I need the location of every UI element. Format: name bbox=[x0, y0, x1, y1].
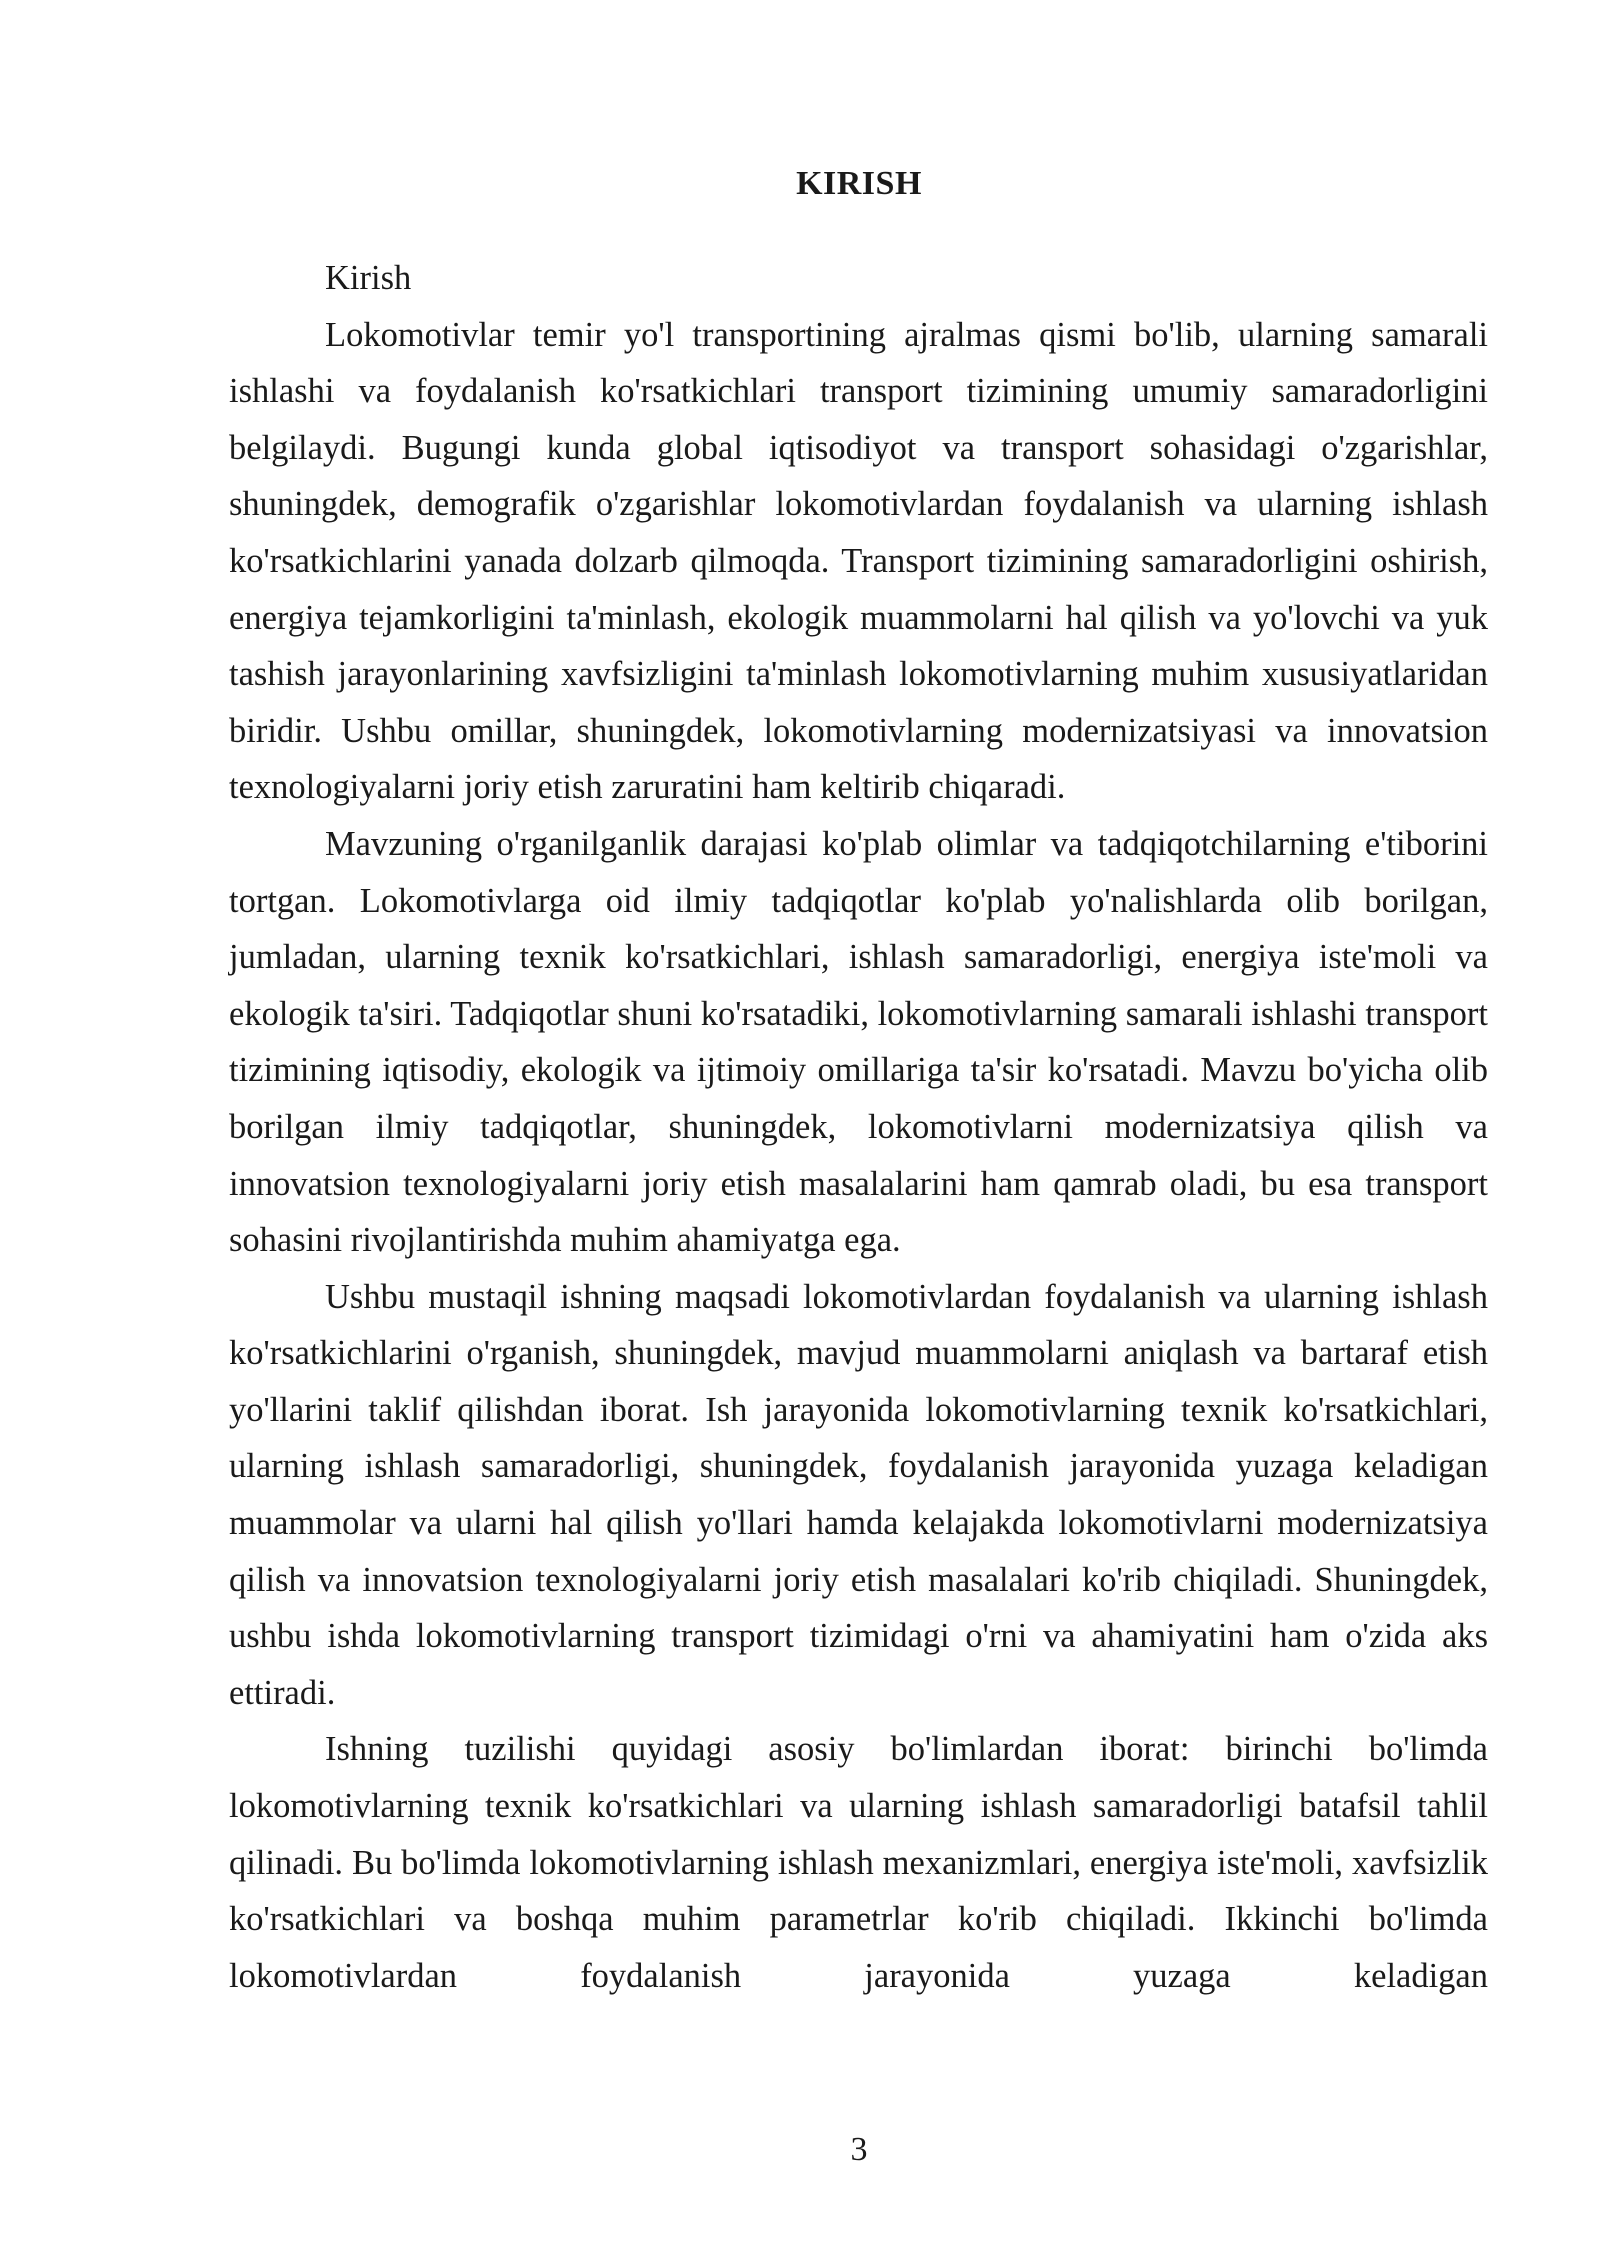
page-number: 3 bbox=[850, 2131, 868, 2168]
page-title: KIRISH bbox=[796, 165, 922, 202]
paragraph: Ishning tuzilishi quyidagi asosiy bo'limlardan iborat: birinchi bo'limda lokomotivlarning texnik ko'rsatkichlari va ularning ishlash samaradorligi batafsil tahlil qilinadi. Bu bo'limda lokomotivlarning ishlash mexanizmlari, energiya iste'moli, xavfsizlik ko'rsatkichlari va boshqa muhim parametrlar ko'rib chiqiladi. Ikkinchi bo'limda lokomotivlardan foydalanish jarayonida yuzaga keladigan bbox=[229, 1730, 1488, 1995]
paragraph: Ushbu mustaqil ishning maqsadi lokomotivlardan foydalanish va ularning ishlash ko'rsatkichlarini o'rganish, shuningdek, mavjud muammolarni aniqlash va bartaraf etish yo'llarini taklif qilishdan iborat. Ish jarayonida lokomotivlarning texnik ko'rsatkichlari, ularning ishlash samaradorligi, shuningdek, foydalanish jarayonida yuzaga keladigan muammolar va ularni hal qilish yo'llari hamda kelajakda lokomotivlarni modernizatsiya qilish va innovatsion texnologiyalarni joriy etish masalalari ko'rib chiqiladi. Shuningdek, ushbu ishda lokomotivlarning transport tizimidagi o'rni va ahamiyatini ham o'zida aks ettiradi. bbox=[229, 1277, 1488, 1712]
paragraph: Mavzuning o'rganilganlik darajasi ko'plab olimlar va tadqiqotchilarning e'tiborini tortgan. Lokomotivlarga oid ilmiy tadqiqotlar ko'plab yo'nalishlarda olib borilgan, jumladan, ularning texnik ko'rsatkichlari, ishlash samaradorligi, energiya iste'moli va ekologik ta'siri. Tadqiqotlar shuni ko'rsatadiki, lokomotivlarning samarali ishlashi transport tizimining iqtisodiy, ekologik va ijtimoiy omillariga ta'sir ko'rsatadi. Mavzu bo'yicha olib borilgan ilmiy tadqiqotlar, shuningdek, lokomotivlarni modernizatsiya qilish va innovatsion texnologiyalarni joriy etish masalalarini ham qamrab oladi, bu esa transport sohasini rivojlantirishda muhim ahamiyatga ega. bbox=[229, 824, 1488, 1260]
document-body bbox=[229, 250, 1488, 2004]
paragraph: Lokomotivlar temir yo'l transportining ajralmas qismi bo'lib, ularning samarali ishlashi va foydalanish ko'rsatkichlari transport tizimining umumiy samaradorligini belgilaydi. Bugungi kunda global iqtisodiyot va transport sohasidagi o'zgarishlar, shuningdek, demografik o'zgarishlar lokomotivlardan foydalanish va ularning ishlash ko'rsatkichlarini yanada dolzarb qilmoqda. Transport tizimining samaradorligini oshirish, energiya tejamkorligini ta'minlash, ekologik muammolarni hal qilish va yo'lovchi va yuk tashish jarayonlarining xavfsizligini ta'minlash lokomotivlarning muhim xususiyatlaridan biridir. Ushbu omillar, shuningdek, lokomotivlarning modernizatsiyasi va innovatsion texnologiyalarni joriy etish zaruratini ham keltirib chiqaradi. bbox=[229, 315, 1488, 807]
subheading: Kirish bbox=[325, 259, 412, 297]
